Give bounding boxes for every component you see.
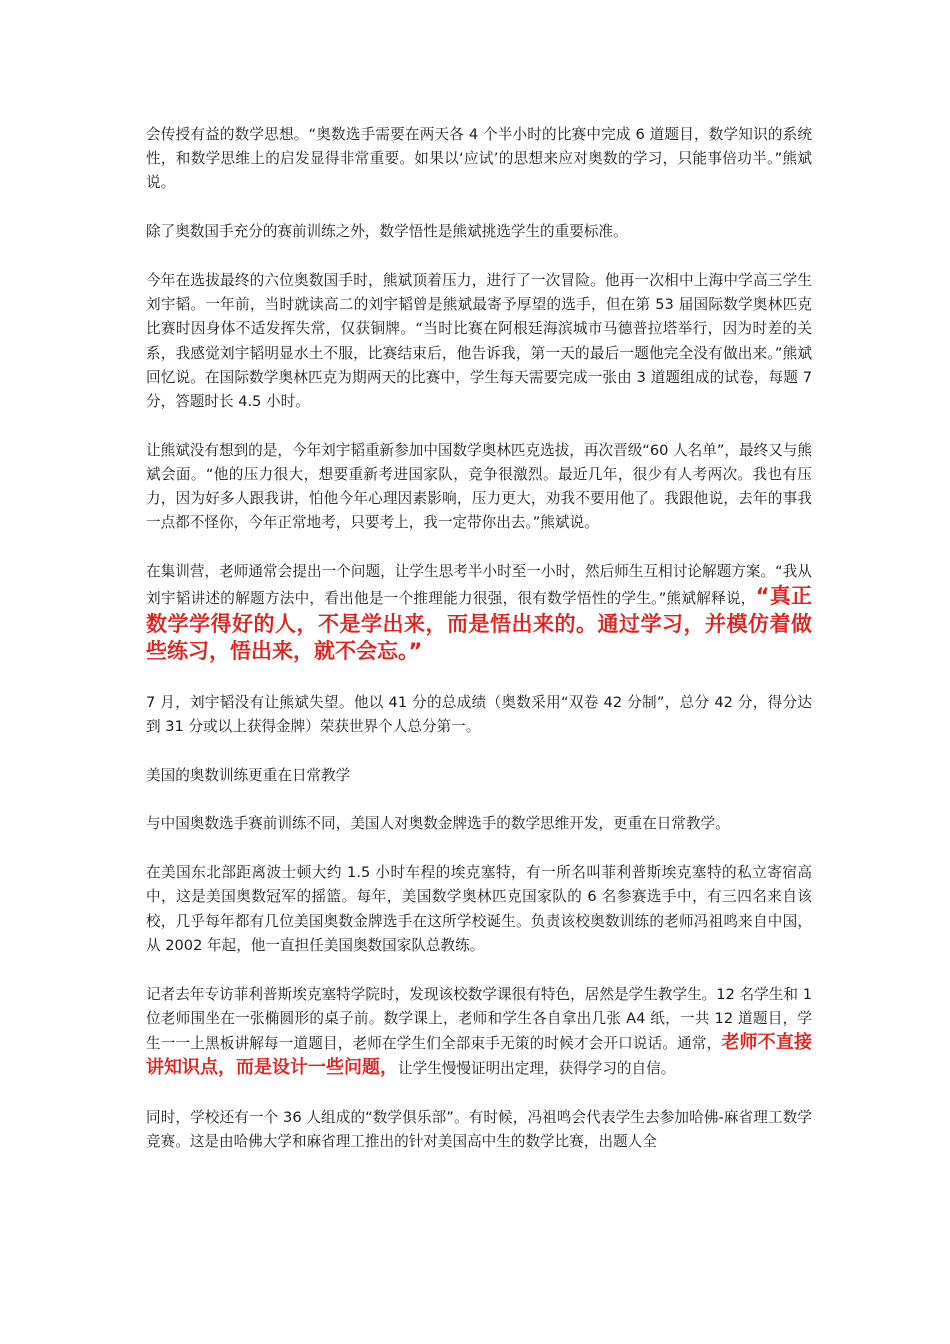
paragraph-1: 会传授有益的数学思想。“奥数选手需要在两天各 4 个半小时的比赛中完成 6 道题目，数学知识的系统性，和数学思维上的启发显得非常重要。如果以‘应试’的思想来应对奥数的学习，只能事倍功半。”熊斌说。: [146, 126, 812, 192]
paragraph-3: 今年在选拔最终的六位奥数国手时，熊斌顶着压力，进行了一次冒险。他再一次相中上海中学高三学生刘宇韬。一年前，当时就读高二的刘宇韬曾是熊斌最寄予厚望的选手，但在第 53 届国际数学奥林匹克比赛时因身体不适发挥失常，仅获铜牌。“当时比赛在阿根廷海滨城市马德普拉塔举行，因为时差的关系，我感觉刘宇韬明显水土不服，比赛结束后，他告诉我，第一天的最后一题他完全没有做出来。”熊斌回忆说。在国际数学奥林匹克为期两天的比赛中，学生每天需要完成一张由 3 道题组成的试卷，每题 7 分，答题时长 4.5 小时。: [146, 272, 812, 411]
paragraph-5-text: 在集训营，老师通常会提出一个问题，让学生思考半小时至一小时，然后师生互相讨论解题方案。“我从刘宇韬讲述的解题方法中，看出他是一个推理能力很强，很有数学悟性的学生。”熊斌解释说，: [146, 563, 812, 608]
article-body: [146, 123, 812, 1179]
paragraph-8: 与中国奥数选手赛前训练不同，美国人对奥数金牌选手的数学思维开发，更重在日常教学。: [146, 815, 730, 833]
paragraph-6: 7 月，刘宇韬没有让熊斌失望。他以 41 分的总成绩（奥数采用“双卷 42 分制”，总分 42 分，得分达到 31 分或以上获得金牌）荣获世界个人总分第一。: [146, 693, 812, 735]
paragraph-11: 同时，学校还有一个 36 人组成的“数学俱乐部”。有时候，冯祖鸣会代表学生去参加哈佛-麻省理工数学竞赛。这是由哈佛大学和麻省理工推出的针对美国高中生的数学比赛，出题人全: [146, 1109, 812, 1151]
paragraph-10: [146, 983, 812, 1082]
highlighted-quote: “真正数学学得好的人，不是学出来，而是悟出来的。通过学习，并模仿着做些练习，悟出来，就不会忘。”: [146, 584, 812, 663]
paragraph-10-end: 让学生慢慢证明出定理，获得学习的自信。: [398, 1060, 676, 1078]
paragraph-10-text: 记者去年专访菲利普斯埃克塞特学院时，发现该校数学课很有特色，居然是学生教学生。12 名学生和 1 位老师围坐在一张椭圆形的桌子前。数学课上，老师和学生各自拿出几张 A4 纸，一共 12 道题目，学生一一上黑板讲解每一道题目，老师在学生们全部束手无策的时候才会开口说话。通常，: [146, 985, 812, 1053]
paragraph-5: [146, 560, 812, 666]
paragraph-4: 让熊斌没有想到的是，今年刘宇韬重新参加中国数学奥林匹克选拔，再次晋级“60 人名单”，最终又与熊斌会面。“他的压力很大，想要重新考进国家队，竞争很激烈。最近几年，很少有人考两次。我也有压力，因为好多人跟我讲，怕他今年心理因素影响，压力更大，劝我不要用他了。我跟他说，去年的事我一点都不怪你，今年正常地考，只要考上，我一定带你出去。”熊斌说。: [146, 441, 812, 532]
section-heading: 美国的奥数训练更重在日常教学: [146, 766, 351, 784]
paragraph-2: 除了奥数国手充分的赛前训练之外，数学悟性是熊斌挑选学生的重要标准。: [146, 223, 628, 241]
paragraph-9: 在美国东北部距离波士顿大约 1.5 小时车程的埃克塞特，有一所名叫菲利普斯埃克塞特的私立寄宿高中，这是美国奥数冠军的摇篮。每年，美国数学奥林匹克国家队的 6 名参赛选手中，有三四名来自该校，几乎每年都有几位美国奥数金牌选手在这所学校诞生。负责该校奥数训练的老师冯祖鸣来自中国，从 2002 年起，他一直担任美国奥数国家队总教练。: [146, 864, 812, 954]
highlighted-phrase: 老师不直接讲知识点，而是设计一些问题，: [146, 1032, 812, 1079]
